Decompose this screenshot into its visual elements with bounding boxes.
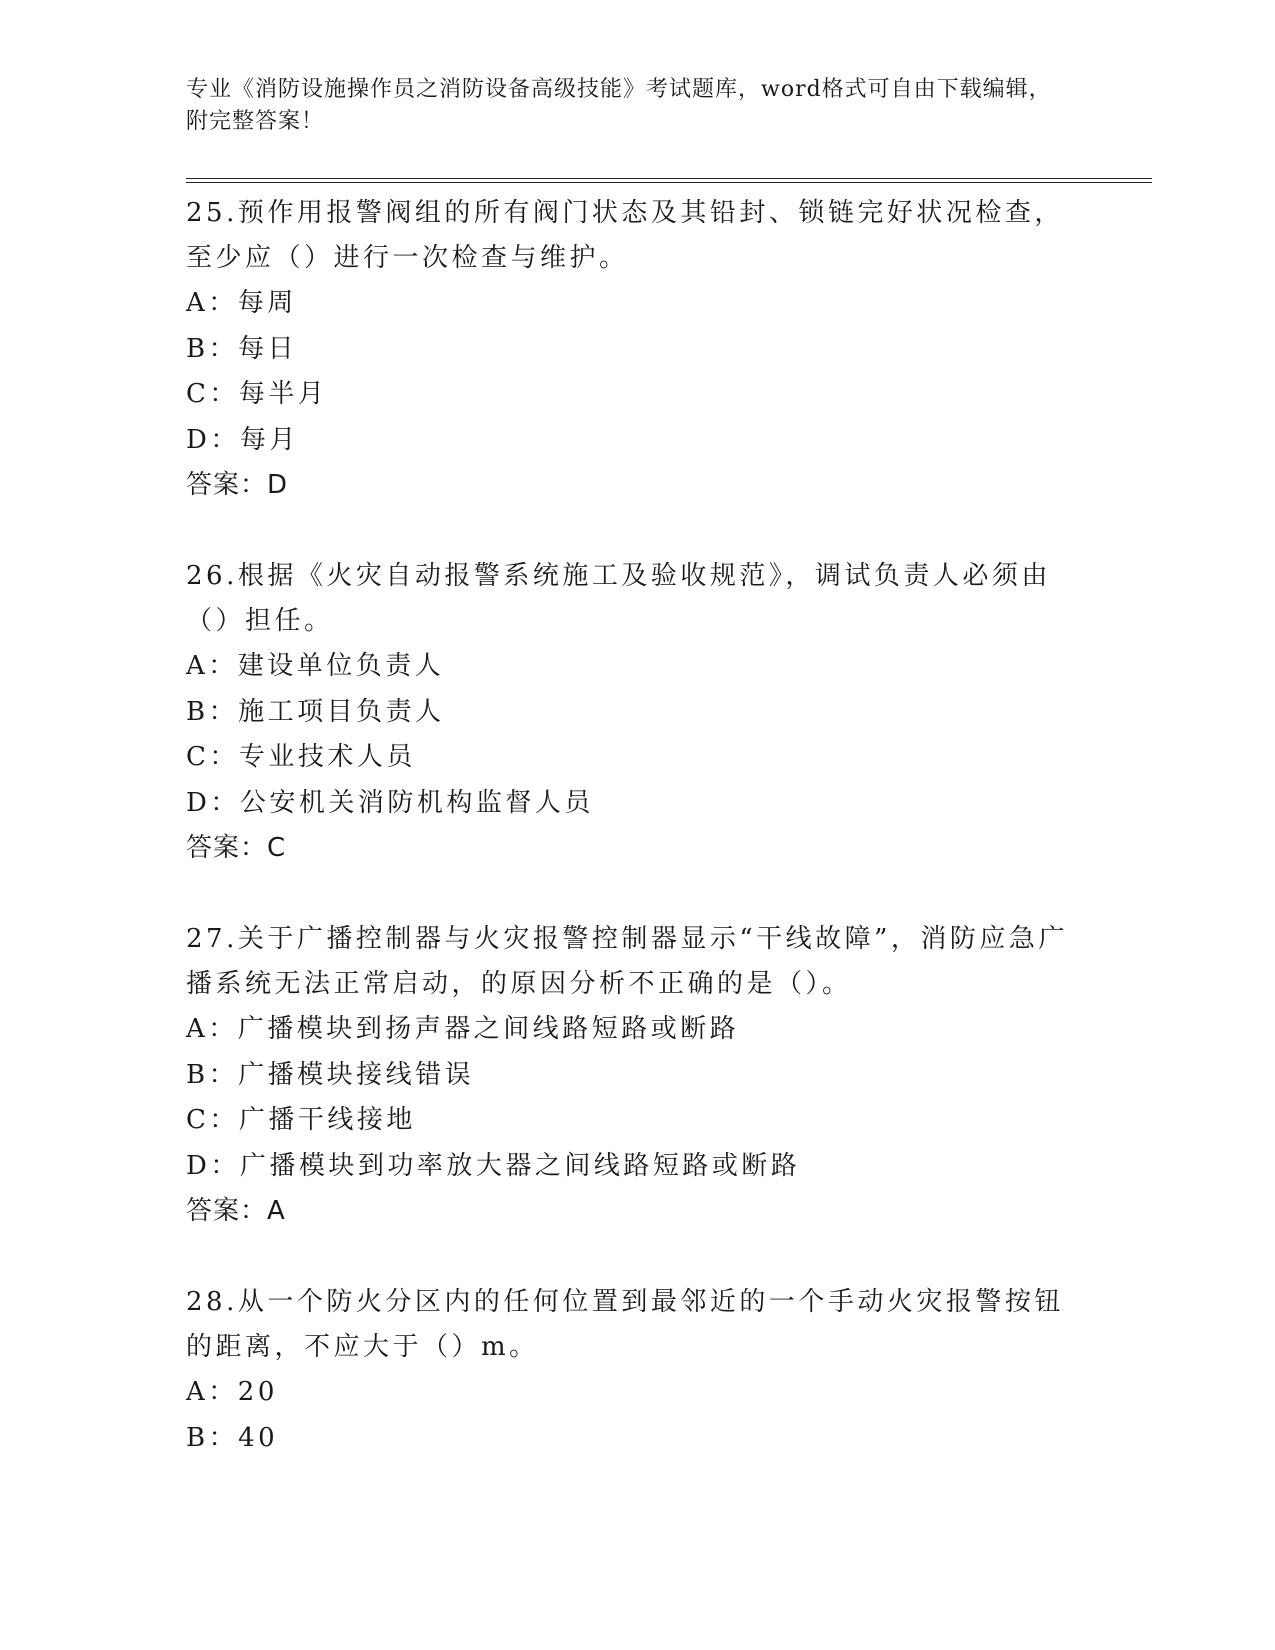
answer: 答案：C [186, 833, 287, 863]
question-list [186, 191, 1086, 1507]
question-28 [186, 1280, 1086, 1461]
option-d: D：每月 [186, 424, 299, 455]
option-a: A：每周 [186, 288, 297, 318]
question-stem: 27.关于广播控制器与火灾报警控制器显示“干线故障”，消防应急广播系统无法正常启动，的原因分析不正确的是（）。 [186, 924, 1068, 999]
question-stem: 26.根据《火灾自动报警系统施工及验收规范》，调试负责人必须由（）担任。 [186, 561, 1051, 636]
option-b: B：40 [186, 1422, 279, 1453]
option-a: A：20 [186, 1377, 278, 1407]
option-b: B：施工项目负责人 [186, 696, 445, 727]
header-divider-top [186, 178, 1152, 179]
option-b: B：每日 [186, 333, 298, 364]
option-c: C：每半月 [186, 379, 328, 409]
question-stem: 28.从一个防火分区内的任何位置到最邻近的一个手动火灾报警按钮的距离，不应大于（）m。 [186, 1287, 1064, 1362]
header-divider-bottom [186, 182, 1152, 183]
answer: 答案：A [186, 1196, 286, 1226]
option-c: C：专业技术人员 [186, 742, 416, 772]
option-c: C：广播干线接地 [186, 1105, 416, 1135]
question-stem: 25.预作用报警阀组的所有阀门状态及其铅封、锁链完好状况检查，至少应（）进行一次检查与维护。 [186, 198, 1064, 273]
question-27 [186, 917, 1086, 1234]
question-26 [186, 554, 1086, 871]
option-b: B：广播模块接线错误 [186, 1059, 475, 1090]
option-a: A：建设单位负责人 [186, 651, 445, 681]
question-25 [186, 191, 1086, 508]
answer: 答案：D [186, 470, 289, 500]
option-d: D：公安机关消防机构监督人员 [186, 787, 594, 818]
document-header: 专业《消防设施操作员之消防设备高级技能》考试题库，word格式可自由下载编辑，附完整答案！ [186, 77, 1052, 134]
option-d: D：广播模块到功率放大器之间线路短路或断路 [186, 1150, 801, 1181]
option-a: A：广播模块到扬声器之间线路短路或断路 [186, 1014, 740, 1044]
